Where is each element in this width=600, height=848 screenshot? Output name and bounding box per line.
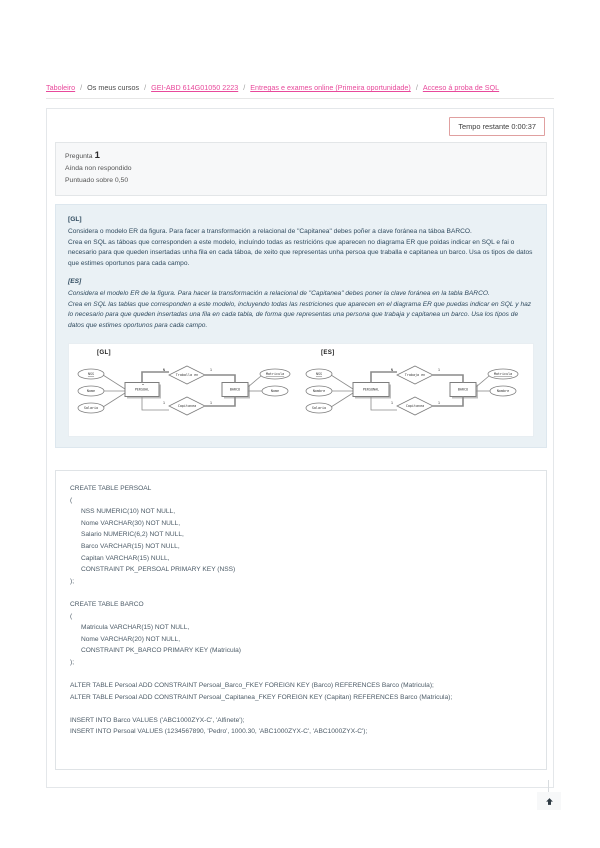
svg-text:1: 1 — [162, 401, 166, 406]
arrow-up-icon — [545, 797, 554, 806]
svg-text:Nome: Nome — [86, 389, 96, 394]
sql-line: ALTER TABLE Persoal ADD CONSTRAINT Persoal_Barco_FKEY FOREIGN KEY (Barco) REFERENCES Barco (Matricula); — [70, 682, 434, 690]
svg-text:NSS: NSS — [315, 372, 323, 377]
breadcrumb-separator: / — [243, 83, 246, 92]
question-state: Aínda non respondido — [65, 165, 132, 172]
svg-text:Nome: Nome — [270, 389, 280, 394]
sql-line — [70, 703, 532, 715]
sql-line: Salario NUMERIC(6,2) NOT NULL, — [70, 531, 184, 539]
breadcrumb-separator: / — [415, 83, 418, 92]
svg-text:PERSONAL: PERSONAL — [362, 387, 380, 392]
breadcrumb-item-acceso-proba[interactable]: Acceso á proba de SQL — [422, 83, 500, 92]
breadcrumb — [46, 80, 540, 96]
svg-text:N: N — [162, 368, 166, 373]
question-text-gl — [68, 215, 534, 269]
question-gl-paragraph-2: Crea en SQL as táboas que corresponden a este modelo, incluíndo todas as restricións que aparecen no diagrama ER que poidas indicar en SQL e fai o necesario para que queden insertadas unha fila en cada táboa, de xeito que representas unha persoa que traballa e capitanea un barco. Usa os tipos de datos que estimes oportunos para cada campo. — [68, 238, 533, 267]
svg-text:Traballa en: Traballa en — [175, 373, 199, 378]
quiz-question-card — [46, 108, 554, 788]
sql-answer-textarea[interactable] — [55, 470, 547, 770]
question-text-es — [68, 277, 534, 331]
svg-text:1: 1 — [209, 401, 213, 406]
er-diagram-gl-group — [78, 366, 290, 415]
breadcrumb-item-entregas[interactable]: Entregas e exames online (Primeira oportunidade) — [250, 83, 411, 92]
svg-text:Capitanea: Capitanea — [177, 404, 197, 409]
svg-text:1: 1 — [437, 401, 441, 406]
er-diagram-caption-gl: [GL] — [97, 349, 111, 357]
breadcrumb-item-taboleiro[interactable]: Taboleiro — [46, 83, 76, 92]
er-diagram-svg — [69, 344, 534, 436]
svg-text:Nombre: Nombre — [312, 389, 326, 394]
question-gl-paragraph-1: Considera o modelo ER da figura. Para facer a transformación a relacional de "Capitanea" debes poñer a clave foránea na táboa BARCO. — [68, 228, 472, 236]
svg-text:Matricula: Matricula — [493, 372, 513, 377]
question-info-panel — [55, 142, 547, 196]
sql-line: CONSTRAINT PK_BARCO PRIMARY KEY (Matricula) — [70, 647, 241, 655]
sql-line: ( — [70, 612, 73, 620]
sql-line: CREATE TABLE PERSOAL — [70, 485, 152, 492]
sql-line: ALTER TABLE Persoal ADD CONSTRAINT Persoal_Capitanea_FKEY FOREIGN KEY (Capitan) REFERENCES Barco (Matricula); — [70, 693, 453, 701]
header-divider — [46, 98, 554, 99]
svg-text:Salario: Salario — [83, 406, 99, 411]
sql-line: ); — [70, 577, 75, 585]
svg-text:1: 1 — [209, 368, 213, 373]
sql-line: NSS NUMERIC(10) NOT NULL, — [70, 508, 176, 516]
svg-text:N: N — [390, 368, 394, 373]
svg-text:Salario: Salario — [311, 406, 327, 411]
back-to-top-stem — [548, 780, 549, 792]
lang-tag-gl: [GL] — [68, 216, 82, 223]
sql-line: CONSTRAINT PK_PERSOAL PRIMARY KEY (NSS) — [70, 566, 236, 574]
sql-line: Nome VARCHAR(30) NOT NULL, — [70, 519, 181, 527]
sql-line: Barco VARCHAR(15) NOT NULL, — [70, 542, 180, 550]
breadcrumb-separator: / — [80, 83, 83, 92]
back-to-top-button[interactable] — [537, 792, 561, 810]
breadcrumb-item-course[interactable]: GEI-ABD 614G01050 2223 — [151, 83, 239, 92]
svg-text:BARCO: BARCO — [457, 387, 469, 392]
sql-line: INSERT INTO Persoal VALUES (1234567890, 'Pedro', 1000.30, 'ABC1000ZYX-C', 'ABC1000ZYX-C'); — [70, 728, 368, 736]
svg-text:1: 1 — [390, 401, 394, 406]
remaining-time-badge[interactable]: Tempo restante 0:00:37 — [449, 117, 545, 136]
breadcrumb-separator: / — [144, 83, 147, 92]
sql-line — [70, 669, 532, 681]
question-marks: Puntuado sobre 0,50 — [65, 177, 129, 184]
breadcrumb-item-os-meus-cursos: Os meus cursos — [87, 83, 140, 92]
er-diagram-caption-es: [ES] — [321, 349, 335, 357]
sql-line: ( — [70, 496, 73, 504]
svg-text:Capitanea: Capitanea — [405, 404, 425, 409]
sql-line: Nome VARCHAR(20) NOT NULL, — [70, 635, 181, 643]
question-es-paragraph-1: Considera el modelo ER de la figura. Para hacer la transformación a relacional de "Capitanea" debes poner la clave foránea en la tabla BARCO. — [68, 290, 490, 298]
svg-text:BARCO: BARCO — [229, 387, 241, 392]
question-number-row — [65, 150, 537, 163]
svg-text:NSS: NSS — [87, 372, 95, 377]
svg-text:1: 1 — [437, 368, 441, 373]
svg-text:Nombre: Nombre — [496, 389, 510, 394]
sql-line: CREATE TABLE BARCO — [70, 600, 144, 608]
svg-text:Matricula: Matricula — [265, 372, 285, 377]
sql-line: ); — [70, 658, 75, 666]
lang-tag-es: [ES] — [68, 278, 82, 286]
question-number: 1 — [94, 150, 100, 161]
question-label: Pregunta — [65, 153, 93, 160]
sql-line — [70, 587, 532, 599]
question-es-paragraph-2: Crea en SQL las tablas que corresponden a este modelo, incluyendo todas las restriciones que aparecen en el diagrama ER que puedas indicar en SQL y haz lo necesario para que queden insertadas una fila en cada tabla, de forma que representas una persona que trabaja y capitanea un barco. Usa los tipos de datos que estimes oportunos para cada campo. — [68, 300, 532, 329]
sql-line: Capitan VARCHAR(15) NULL, — [70, 554, 170, 562]
er-diagram-es-group — [306, 366, 518, 415]
er-diagram-image — [68, 343, 534, 437]
svg-text:Trabaja en: Trabaja en — [404, 373, 426, 378]
svg-text:PERSOAL: PERSOAL — [134, 387, 150, 392]
question-statement-panel — [55, 204, 547, 448]
sql-line: INSERT INTO Barco VALUES ('ABC1000ZYX-C', 'Alfinete'); — [70, 716, 245, 724]
sql-line: Matricula VARCHAR(15) NOT NULL, — [70, 624, 190, 632]
